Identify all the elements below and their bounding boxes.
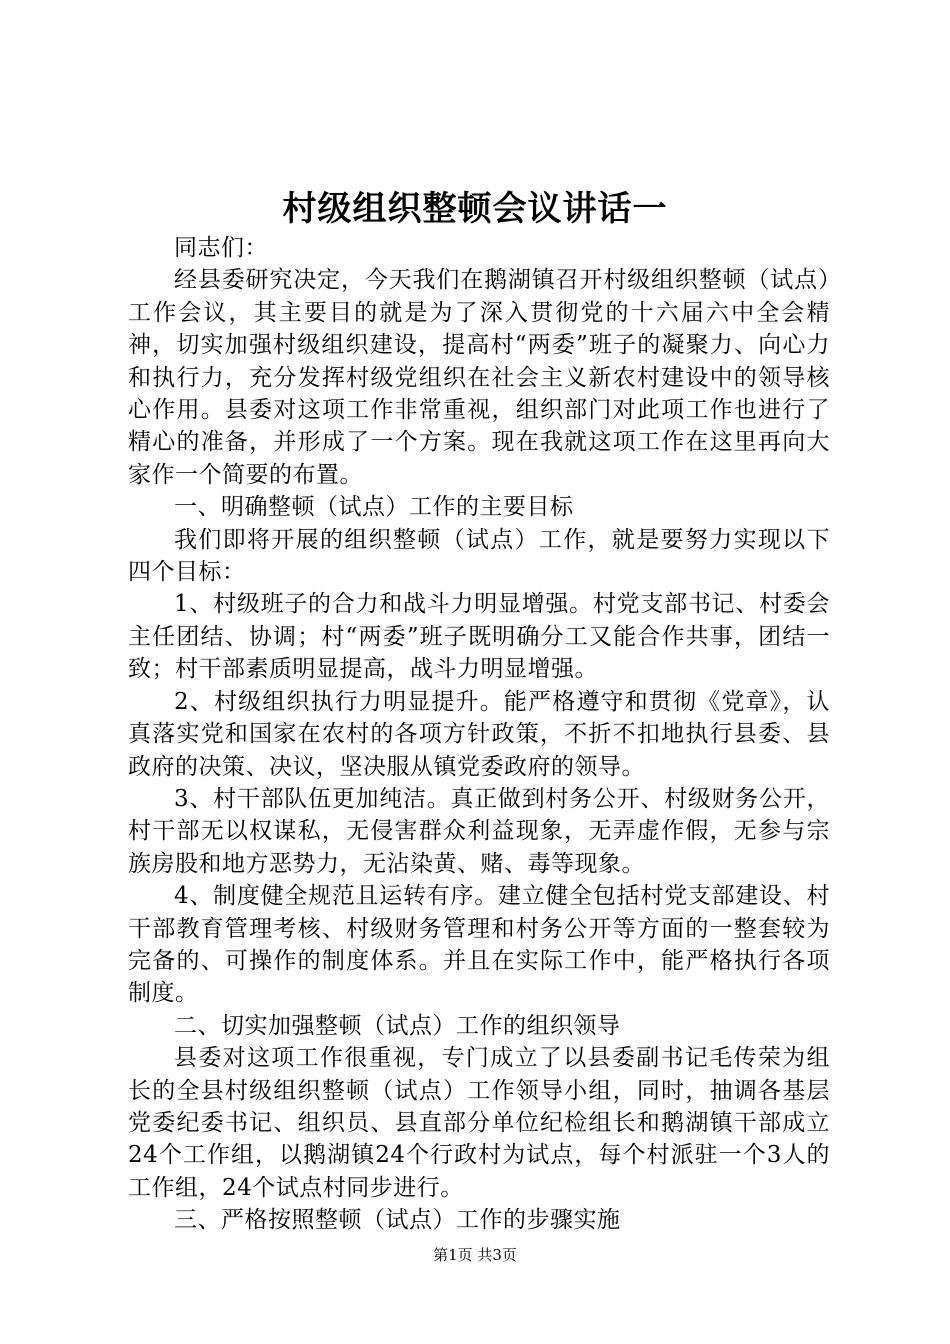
section-heading-2: 二、切实加强整顿（试点）工作的组织领导 bbox=[174, 1012, 621, 1039]
document-title: 村级组织整顿会议讲话一 bbox=[282, 189, 668, 229]
list-item-goal-1: 1、村级班子的合力和战斗力明显增强。村党支部书记、村委会主任团结、协调；村“两委”班子既明确分工又能合作共事，团结一致；村干部素质明显提高，战斗力明显增强。 bbox=[128, 591, 830, 683]
list-item-goal-4: 4、制度健全规范且运转有序。建立健全包括村党支部建设、村干部教育管理考核、村级财务管理和村务公开等方面的一整套较为完备的、可操作的制度体系。并且在实际工作中，能严格执行各项制度。 bbox=[128, 883, 830, 1007]
paragraph: 县委对这项工作很重视，专门成立了以县委副书记毛传荣为组长的全县村级组织整顿（试点）工作领导小组，同时，抽调各基层党委纪委书记、组织员、县直部分单位纪检组长和鹅湖镇干部成立24个工作组，以鹅湖镇24个行政村为试点，每个村派驻一个3人的工作组，24个试点村同步进行。 bbox=[128, 1045, 830, 1201]
paragraph-intro: 经县委研究决定，今天我们在鹅湖镇召开村级组织整顿（试点）工作会议，其主要目的就是为了深入贯彻党的十六届六中全会精神，切实加强村级组织建设，提高村“两委”班子的凝聚力、向心力和执行力，充分发挥村级党组织在社会主义新农村建设中的领导核心作用。县委对这项工作非常重视，组织部门对此项工作也进行了精心的准备，并形成了一个方案。现在我就这项工作在这里再向大家作一个简要的布置。 bbox=[128, 267, 830, 488]
page-number-footer: 第1页 共3页 bbox=[433, 1246, 517, 1264]
section-heading-1: 一、明确整顿（试点）工作的主要目标 bbox=[174, 494, 574, 521]
section-heading-3: 三、严格按照整顿（试点）工作的步骤实施 bbox=[174, 1207, 621, 1234]
document-body bbox=[128, 232, 830, 1237]
salutation: 同志们： bbox=[174, 235, 268, 261]
paragraph: 我们即将开展的组织整顿（试点）工作，就是要努力实现以下四个目标： bbox=[128, 526, 830, 586]
list-item-goal-3: 3、村干部队伍更加纯洁。真正做到村务公开、村级财务公开，村干部无以权谋私，无侵害群众利益现象，无弄虚作假，无参与宗族房股和地方恶势力，无沾染黄、赌、毒等现象。 bbox=[128, 785, 830, 877]
list-item-goal-2: 2、村级组织执行力明显提升。能严格遵守和贯彻《党章》，认真落实党和国家在农村的各项方针政策，不折不扣地执行县委、县政府的决策、决议，坚决服从镇党委政府的领导。 bbox=[128, 688, 830, 780]
